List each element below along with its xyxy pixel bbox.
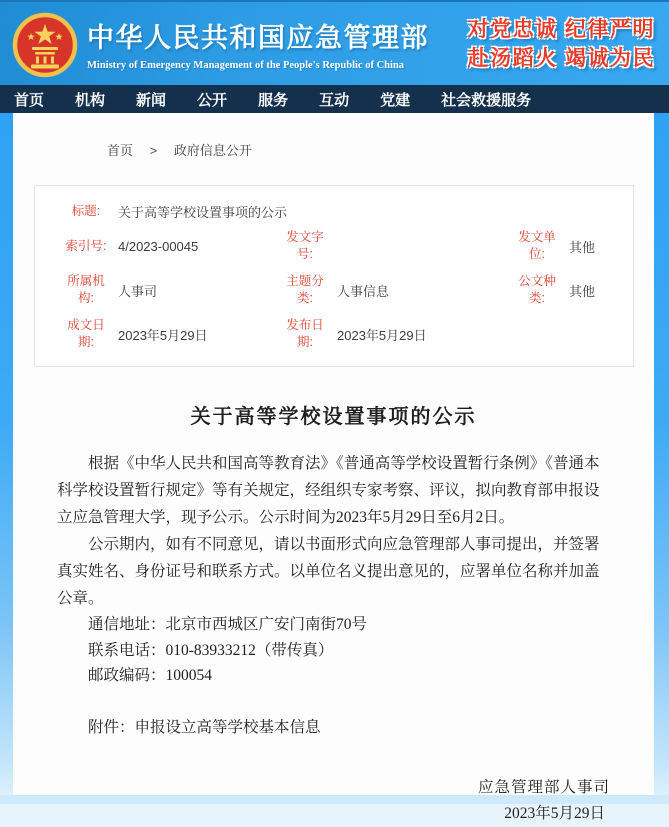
contact-postcode: 邮政编码：100054: [88, 667, 213, 684]
breadcrumb-home[interactable]: 首页: [107, 143, 134, 158]
contact-phone: 联系电话：010-83933212（带传真）: [88, 641, 334, 659]
left-decor-strip: [0, 113, 13, 795]
nav-item-disclosure[interactable]: 公开: [197, 91, 228, 109]
meta-value: 2023年5月29日: [118, 327, 208, 343]
meta-value: 其他: [569, 283, 596, 299]
nav-item-news[interactable]: 新闻: [136, 91, 167, 109]
meta-value: 4/2023-00045: [118, 238, 199, 254]
nav-item-interaction[interactable]: 互动: [319, 91, 350, 109]
meta-label: 索引号:: [65, 238, 107, 253]
breadcrumb: [107, 140, 654, 159]
meta-row-title: [35, 198, 633, 224]
nav-item-social-rescue[interactable]: 社会救援服务: [441, 91, 532, 109]
main-area: [0, 113, 669, 822]
document-title: 关于高等学校设置事项的公示: [190, 406, 477, 428]
meta-field-index-number: [35, 224, 280, 268]
meta-label: 成文日期:: [67, 318, 105, 349]
meta-value: 人事信息: [337, 283, 390, 299]
meta-label: 发文单位:: [518, 230, 556, 261]
document-body: [13, 400, 654, 827]
slogan-line-2: 赴汤蹈火 竭诚为民: [467, 46, 655, 70]
meta-row-3: [35, 312, 633, 356]
meta-value: 2023年5月29日: [337, 327, 427, 343]
sign-date: 2023年5月29日: [504, 804, 605, 822]
meta-field-doc-type: [512, 268, 633, 312]
contact-address: 通信地址：北京市西城区广安门南街70号: [88, 616, 368, 633]
content-area: [13, 113, 654, 822]
meta-label: 发文字号:: [286, 230, 324, 261]
slogan-line-1: 对党忠诚 纪律严明: [467, 17, 655, 41]
signature-block: [57, 775, 610, 827]
meta-label: 主题分类:: [286, 274, 324, 305]
main-nav: [0, 85, 669, 113]
meta-field-department: [35, 268, 280, 312]
meta-label-title: 标题:: [71, 203, 101, 218]
meta-field-publish-date: [280, 312, 512, 356]
meta-row-2: [35, 268, 633, 312]
meta-value: 其他: [569, 239, 596, 255]
nav-item-orgs[interactable]: 机构: [75, 91, 106, 109]
meta-field-topic-category: [280, 268, 512, 312]
meta-row-1: [35, 224, 633, 268]
site-subtitle: Ministry of Emergency Management of the People's Republic of China: [87, 60, 405, 71]
meta-value-title: 关于高等学校设置事项的公示: [118, 204, 288, 220]
nav-item-party[interactable]: 党建: [380, 91, 411, 109]
nav-item-services[interactable]: 服务: [258, 91, 289, 109]
site-header: [0, 0, 669, 85]
document-metadata-box: [34, 185, 634, 367]
breadcrumb-separator: >: [149, 143, 158, 158]
right-decor-strip: [654, 113, 669, 795]
attachment-line: 附件：申报设立高等学校基本信息: [88, 718, 321, 736]
document-paragraph: 公示期内，如有不同意见，请以书面形式向应急管理部人事司提出，并签署真实姓名、身份证号和联系方式。以单位名义提出意见的，应署单位名称并加盖公章。: [57, 536, 600, 607]
header-slogans: [468, 15, 661, 73]
meta-label: 公文种类:: [518, 274, 556, 305]
document-paragraph: 根据《中华人民共和国高等教育法》《普通高等学校设置暂行条例》《普通本科学校设置暂行规定》等有关规定，经组织专家考察、评议，拟向教育部申报设立应急管理大学，现予公示。公示时间为2023年5月29日至6月2日。: [57, 455, 600, 526]
meta-field-issuing-unit: [512, 224, 633, 268]
meta-field-title: [35, 198, 633, 224]
meta-field-doc-number: [280, 224, 512, 268]
meta-label: 发布日期:: [286, 318, 324, 349]
meta-field-written-date: [35, 312, 280, 356]
meta-value: 人事司: [118, 283, 158, 299]
site-title: 中华人民共和国应急管理部: [87, 23, 429, 53]
meta-field-empty: [512, 312, 633, 356]
meta-label: 所属机构:: [67, 274, 105, 305]
breadcrumb-current[interactable]: 政府信息公开: [173, 143, 252, 158]
signer-name: 应急管理部人事司: [477, 778, 610, 796]
site-title-block: [87, 16, 429, 71]
national-emblem-icon: [12, 12, 78, 78]
nav-item-home[interactable]: 首页: [14, 91, 45, 109]
